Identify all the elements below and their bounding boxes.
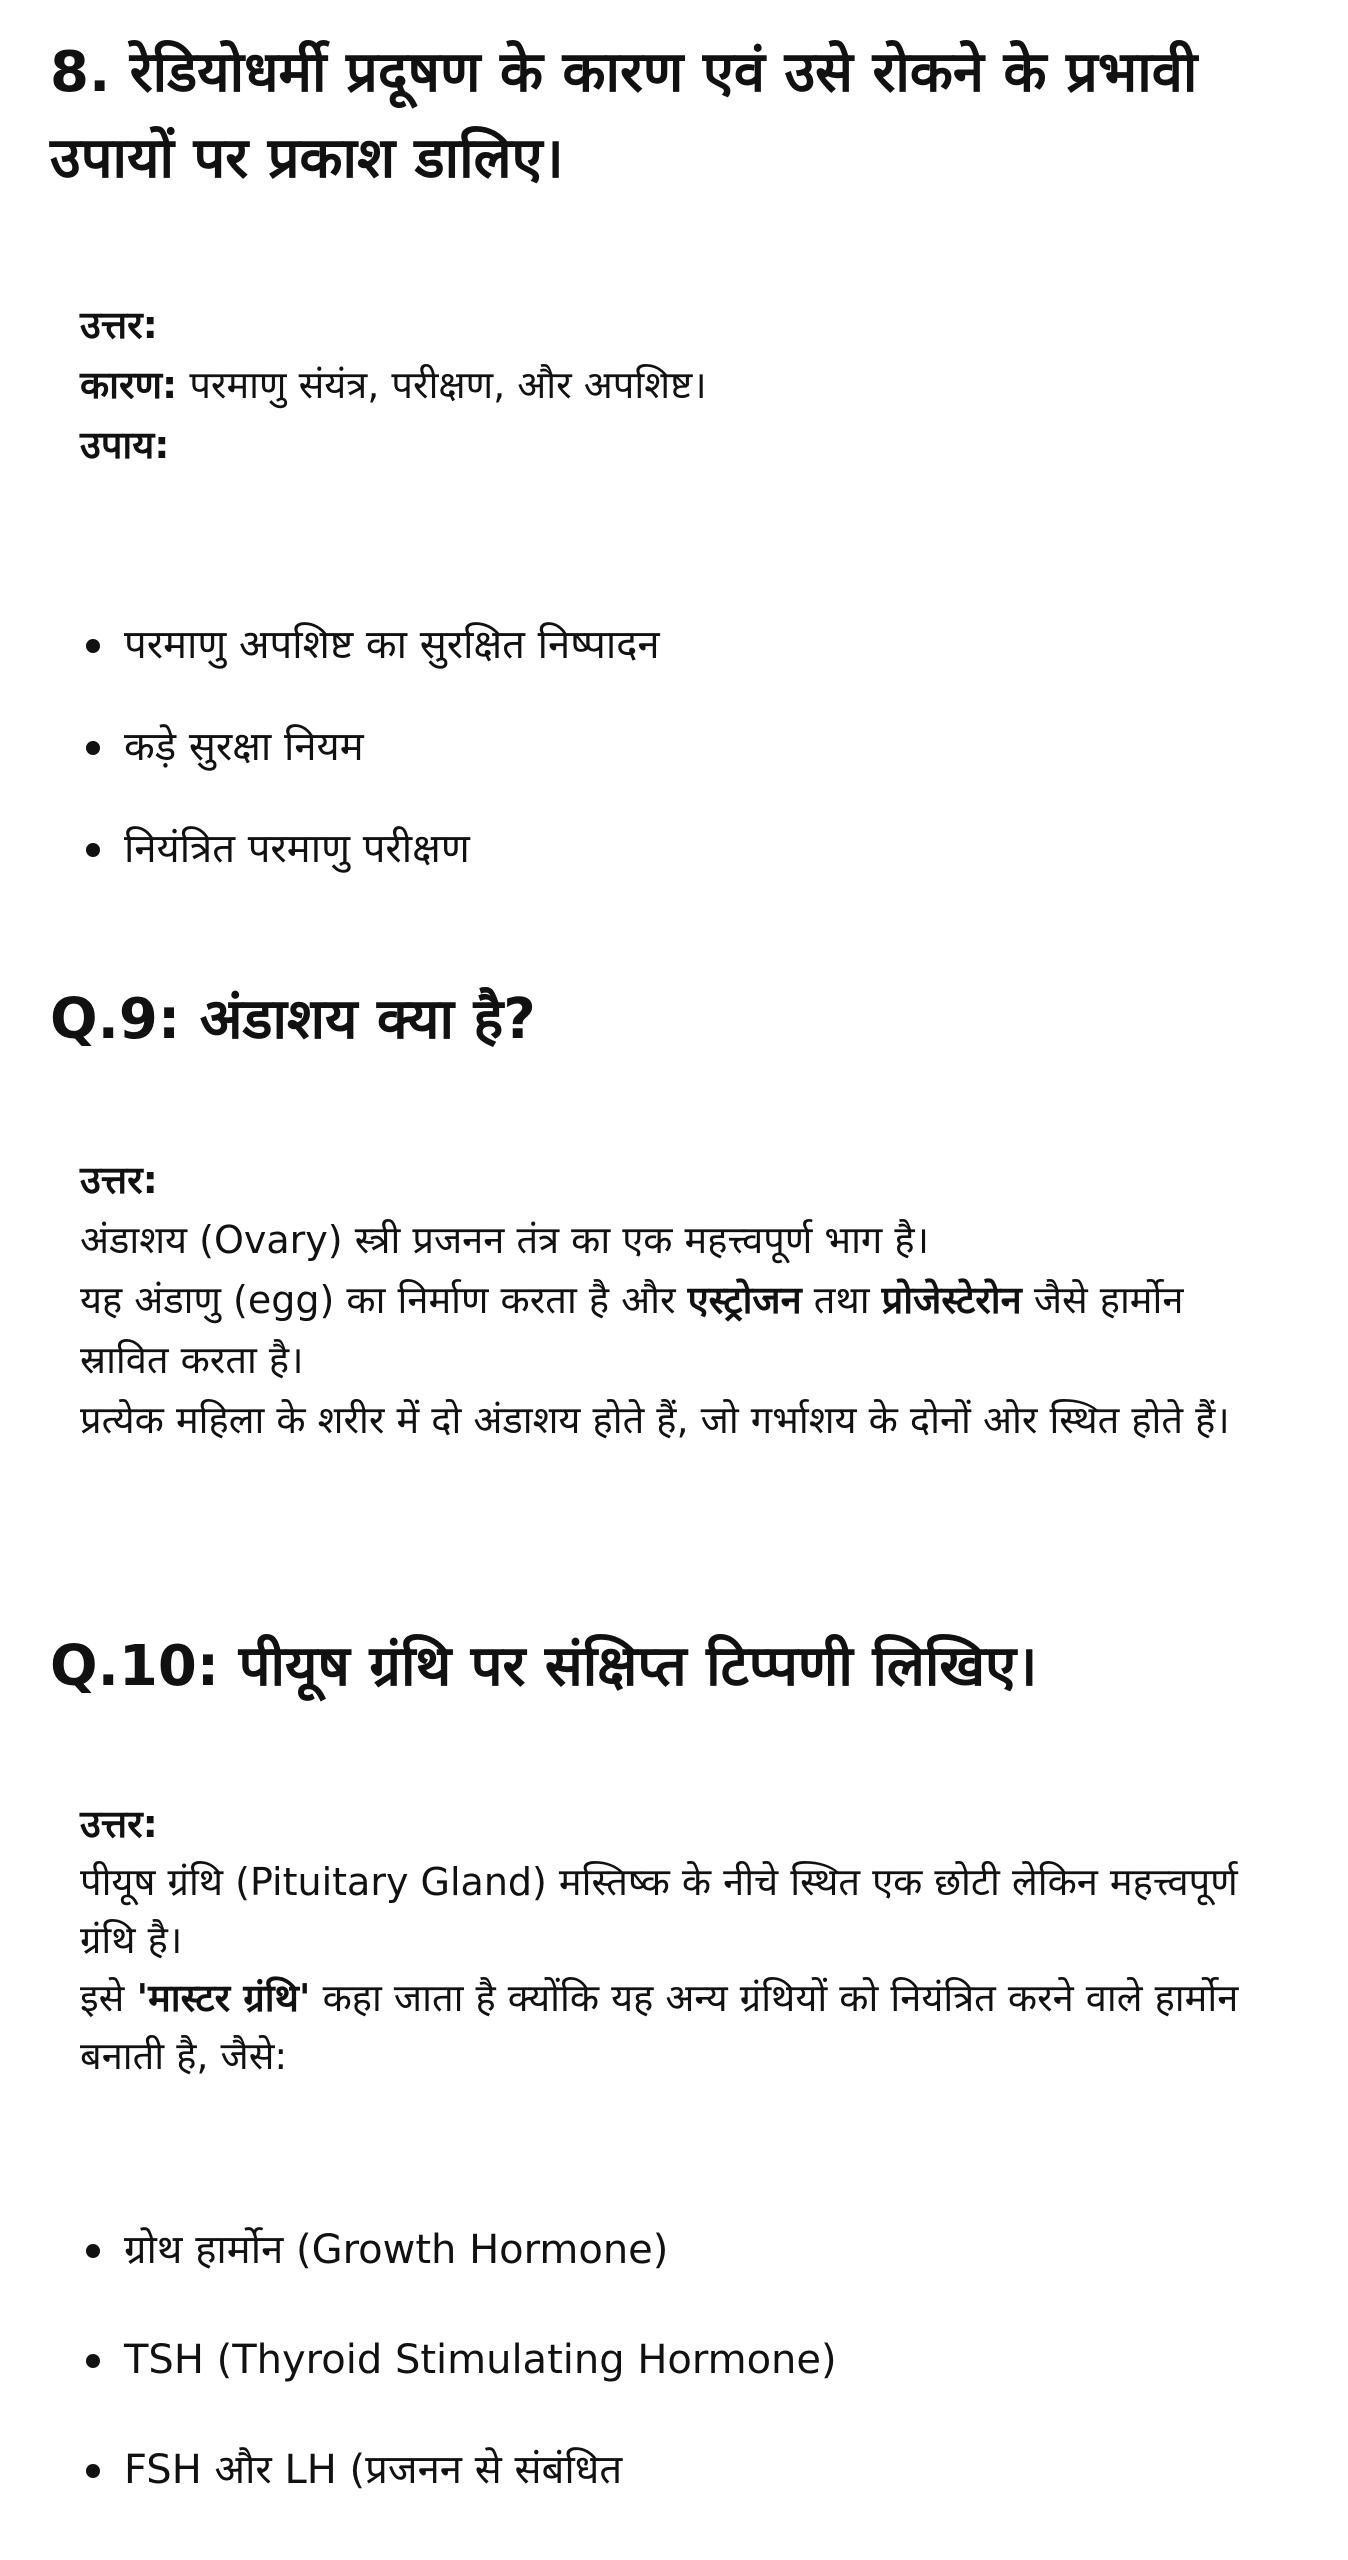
q10-paragraph-1: पीयूष ग्रंथि (Pituitary Gland) मस्तिष्क के नीचे स्थित एक छोटी लेकिन महत्त्वपूर्ण ग्रंथि है। [80,1860,1238,1962]
list-item-text: ग्रोथ हार्मोन (Growth Hormone) [124,2227,669,2273]
bullet-icon [86,2464,100,2478]
q8-measures-list [80,615,660,879]
q8-answer-label [80,295,1310,355]
bullet-icon [86,639,100,653]
measures-label: उपाय: [80,423,170,467]
list-item [80,2440,837,2500]
q8-measures-label [80,415,1310,475]
bold-term-master-gland: 'मास्टर ग्रंथि' [136,1976,311,2020]
text-span: कहा जाता है क्योंकि यह अन्य ग्रंथियों को नियंत्रित करने वाले हार्मोन बनाती है, जैसे: [80,1976,1239,2078]
list-item [80,819,660,879]
list-item-text: कड़े सुरक्षा नियम [124,724,364,770]
bold-term-progesterone: प्रोजेस्टेरोन [881,1278,1022,1322]
bullet-icon [86,843,100,857]
q8-cause-line [80,355,1310,415]
list-item [80,615,660,675]
list-item [80,2330,837,2390]
bullet-icon [86,2244,100,2258]
q10-paragraph-2 [80,1969,1250,2085]
q9-paragraph-2 [80,1270,1280,1390]
text-span: यह अंडाणु (egg) का निर्माण करता है और [80,1278,688,1322]
q9-paragraph-1: अंडाशय (Ovary) स्त्री प्रजनन तंत्र का एक महत्त्वपूर्ण भाग है। [80,1218,929,1262]
list-item-text: नियंत्रित परमाणु परीक्षण [124,826,470,872]
q9-answer-label [80,1150,1310,1210]
cause-label: कारण: [80,363,178,407]
bold-term-estrogen: एस्ट्रोजन [687,1278,802,1322]
bullet-icon [86,741,100,755]
bullet-icon [86,2354,100,2368]
question-10-title: Q.10: पीयूष ग्रंथि पर संक्षिप्त टिप्पणी लिखिए। [50,1634,1038,1699]
text-span: तथा [801,1278,882,1322]
q9-paragraph-3: प्रत्येक महिला के शरीर में दो अंडाशय होते हैं, जो गर्भाशय के दोनों ओर स्थित होते हैं। [80,1398,1230,1442]
list-item-text: TSH (Thyroid Stimulating Hormone) [124,2337,837,2383]
q10-answer-label [80,1795,1310,1853]
text-span: जैसे हार्मोन स्रावित करता है। [80,1278,1184,1382]
answer-label: उत्तर: [80,1158,158,1202]
list-item-text: FSH और LH (प्रजनन से संबंधित [124,2447,623,2493]
q10-hormone-list [80,2220,837,2500]
cause-text: परमाणु संयंत्र, परीक्षण, और अपशिष्ट। [177,363,707,407]
question-9-title: Q.9: अंडाशय क्या है? [50,987,536,1052]
question-8-title: 8. रेडियोधर्मी प्रदूषण के कारण एवं उसे रोकने के प्रभावी उपायों पर प्रकाश डालिए। [50,40,1198,191]
text-span: इसे [80,1976,137,2020]
answer-label: उत्तर: [80,1802,158,1846]
list-item [80,2220,837,2280]
list-item [80,717,660,777]
list-item-text: परमाणु अपशिष्ट का सुरक्षित निष्पादन [124,622,660,668]
answer-label: उत्तर: [80,303,158,347]
